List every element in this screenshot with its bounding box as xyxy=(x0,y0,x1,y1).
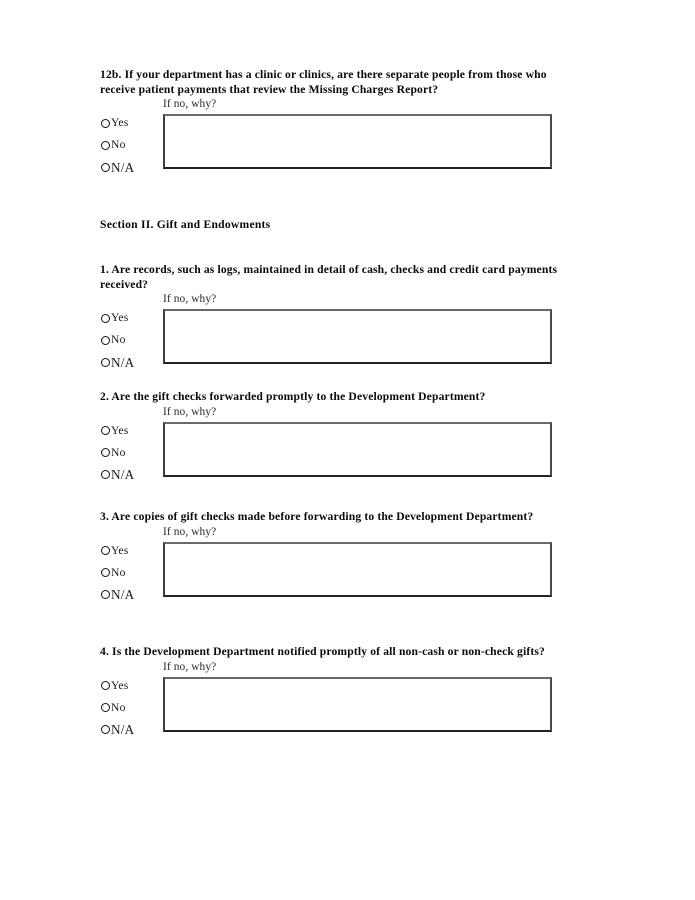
radio-group-s2q4 xyxy=(101,675,159,741)
if-no-why-label-s2q4: If no, why? xyxy=(163,660,217,673)
radio-label-no: No xyxy=(111,333,126,347)
radio-label-na: N/A xyxy=(111,586,135,602)
question-block-s2q1 xyxy=(100,263,580,370)
radio-circle-icon[interactable] xyxy=(101,141,110,150)
question-text-s2q4: 4. Is the Development Department notified promptly of all non-cash or non-check gifts? xyxy=(100,645,545,658)
radio-option-yes-s2q3[interactable] xyxy=(101,540,159,562)
answer-row-s2q4 xyxy=(100,675,580,735)
radio-label-na: N/A xyxy=(111,354,135,370)
radio-option-no-12b[interactable] xyxy=(101,134,159,156)
radio-option-na-s2q4[interactable] xyxy=(101,719,159,741)
radio-option-yes-s2q1[interactable] xyxy=(101,307,159,329)
radio-label-yes: Yes xyxy=(111,678,129,692)
radio-label-yes: Yes xyxy=(111,423,129,437)
question-text-s2q2: 2. Are the gift checks forwarded promptly to the Development Department? xyxy=(100,390,486,403)
answer-row-s2q2 xyxy=(100,420,580,480)
if-no-why-label-s2q1: If no, why? xyxy=(163,293,217,306)
radio-circle-icon[interactable] xyxy=(101,358,110,367)
question-text-s2q3: 3. Are copies of gift checks made before forwarding to the Development Department? xyxy=(100,510,534,523)
radio-label-na: N/A xyxy=(111,159,135,175)
radio-label-yes: Yes xyxy=(111,543,129,557)
question-text-s2q1: 1. Are records, such as logs, maintained in detail of cash, checks and credit card payments received? xyxy=(100,263,558,291)
radio-option-no-s2q2[interactable] xyxy=(101,442,159,464)
answer-textbox-s2q1[interactable] xyxy=(163,309,552,364)
if-no-why-label-s2q2: If no, why? xyxy=(163,405,217,418)
radio-group-s2q2 xyxy=(101,420,159,486)
radio-option-no-s2q3[interactable] xyxy=(101,562,159,584)
radio-label-na: N/A xyxy=(111,466,135,482)
radio-label-yes: Yes xyxy=(111,311,129,325)
question-block-s2q2 xyxy=(100,390,580,480)
radio-circle-icon[interactable] xyxy=(101,314,110,323)
radio-option-na-12b[interactable] xyxy=(101,156,159,178)
radio-circle-icon[interactable] xyxy=(101,546,110,555)
radio-label-yes: Yes xyxy=(111,116,129,130)
radio-option-na-s2q1[interactable] xyxy=(101,351,159,373)
radio-option-na-s2q2[interactable] xyxy=(101,464,159,486)
radio-circle-icon[interactable] xyxy=(101,703,110,712)
question-block-12b xyxy=(100,68,580,175)
radio-label-no: No xyxy=(111,138,126,152)
radio-option-no-s2q1[interactable] xyxy=(101,329,159,351)
radio-label-no: No xyxy=(111,565,126,579)
radio-label-na: N/A xyxy=(111,721,135,737)
answer-textbox-12b[interactable] xyxy=(163,114,552,169)
radio-circle-icon[interactable] xyxy=(101,426,110,435)
radio-group-12b xyxy=(101,112,159,178)
question-block-s2q4 xyxy=(100,645,580,735)
radio-option-na-s2q3[interactable] xyxy=(101,584,159,606)
radio-circle-icon[interactable] xyxy=(101,725,110,734)
answer-textbox-s2q4[interactable] xyxy=(163,677,552,732)
radio-circle-icon[interactable] xyxy=(101,470,110,479)
question-text-12b: 12b. If your department has a clinic or clinics, are there separate people from those who receive patient payments that review the Missing Charges Report? xyxy=(100,68,547,96)
radio-circle-icon[interactable] xyxy=(101,590,110,599)
radio-circle-icon[interactable] xyxy=(101,568,110,577)
answer-textbox-s2q2[interactable] xyxy=(163,422,552,477)
radio-circle-icon[interactable] xyxy=(101,336,110,345)
radio-circle-icon[interactable] xyxy=(101,681,110,690)
radio-option-yes-12b[interactable] xyxy=(101,112,159,134)
question-block-s2q3 xyxy=(100,510,580,600)
answer-row-s2q3 xyxy=(100,540,580,600)
radio-option-yes-s2q2[interactable] xyxy=(101,420,159,442)
radio-label-no: No xyxy=(111,700,126,714)
radio-option-yes-s2q4[interactable] xyxy=(101,675,159,697)
answer-row-s2q1 xyxy=(100,307,580,370)
radio-circle-icon[interactable] xyxy=(101,119,110,128)
radio-circle-icon[interactable] xyxy=(101,163,110,172)
section-heading-2: Section II. Gift and Endowments xyxy=(100,218,271,231)
radio-group-s2q3 xyxy=(101,540,159,606)
if-no-why-label-s2q3: If no, why? xyxy=(163,525,217,538)
if-no-why-label-12b: If no, why? xyxy=(163,98,217,111)
radio-label-no: No xyxy=(111,445,126,459)
answer-row-12b xyxy=(100,112,580,175)
radio-circle-icon[interactable] xyxy=(101,448,110,457)
radio-option-no-s2q4[interactable] xyxy=(101,697,159,719)
radio-group-s2q1 xyxy=(101,307,159,373)
answer-textbox-s2q3[interactable] xyxy=(163,542,552,597)
